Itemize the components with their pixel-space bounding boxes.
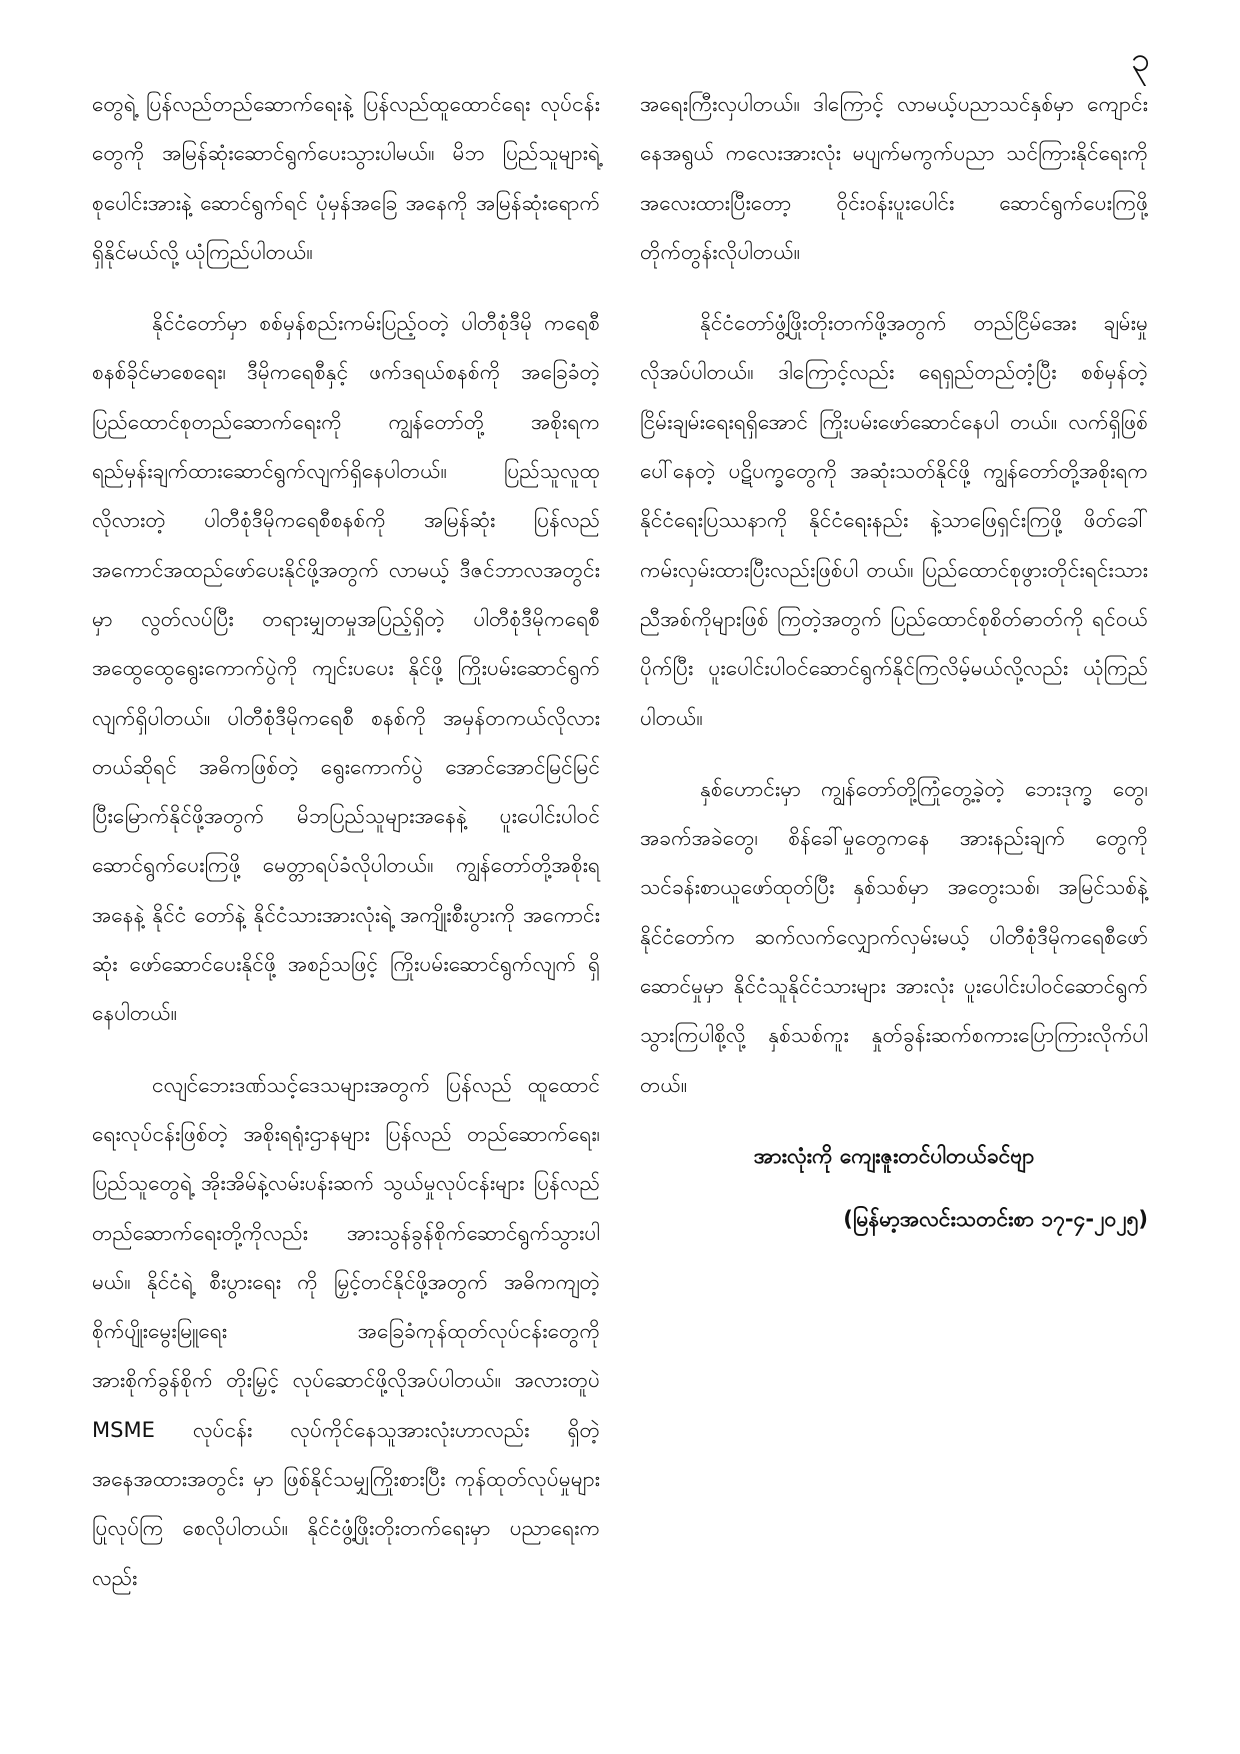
paragraph: ငလျင်ဘေးဒဏ်သင့်ဒေသများအတွက် ပြန်လည် ထူထောင်ရေးလုပ်ငန်းဖြစ်တဲ့ အစိုးရရုံးဌာနများ ပြန်လည် တည်ဆောက်ရေး၊ ပြည်သူတွေရဲ့ အိုးအိမ်နဲ့လမ်းပန်းဆက် သွယ်မှုလုပ်ငန်းများ ပြန်လည်တည်ဆောက်ရေးတို့ကိုလည်း အားသွန်ခွန်စိုက်ဆောင်ရွက်သွားပါမယ်။ နိုင်ငံရဲ့ စီးပွားရေး ကို မြှင့်တင်နိုင်ဖို့အတွက် အဓိကကျတဲ့ စိုက်ပျိုးမွေးမြူရေး အခြေခံကုန်ထုတ်လုပ်ငန်းတွေကို အားစိုက်ခွန်စိုက် တိုးမြှင့် လုပ်ဆောင်ဖို့လိုအပ်ပါတယ်။ အလားတူပဲ MSME လုပ်ငန်း လုပ်ကိုင်နေသူအားလုံးဟာလည်း ရှိတဲ့အနေအထားအတွင်း မှာ ဖြစ်နိုင်သမျှကြိုးစားပြီး ကုန်ထုတ်လုပ်မှုများ ပြုလုပ်ကြ စေလိုပါတယ်။ နိုင်ငံဖွံ့ဖြိုးတိုးတက်ရေးမှာ ပညာရေးကလည်း: [92, 1072, 600, 1590]
right-column: [640, 80, 1148, 1244]
paragraph: တွေရဲ့ ပြန်လည်တည်ဆောက်ရေးနဲ့ ပြန်လည်ထူထောင်ရေး လုပ်ငန်းတွေကို အမြန်ဆုံးဆောင်ရွက်ပေးသွားပါမယ်။ မိဘ ပြည်သူများရဲ့ စုပေါင်းအားနဲ့ ဆောင်ရွက်ရင် ပုံမှန်အခြေ အနေကို အမြန်ဆုံးရောက်ရှိနိုင်မယ်လို့ ယုံကြည်ပါတယ်။: [92, 92, 600, 264]
closing-signature: အားလုံးကို ကျေးဇူးတင်ပါတယ်ခင်ဗျာ: [753, 1143, 1035, 1168]
paragraph: အရေးကြီးလှပါတယ်။ ဒါကြောင့် လာမယ့်ပညာသင်နှစ်မှာ ကျောင်းနေအရွယ် ကလေးအားလုံး မပျက်မကွက်ပညာ သင်ကြားနိုင်ရေးကို အလေးထားပြီးတော့ ဝိုင်းဝန်းပူးပေါင်း ဆောင်ရွက်ပေးကြဖို့ တိုက်တွန်းလိုပါတယ်။: [640, 92, 1148, 264]
paragraph: နိုင်ငံတော်မှာ စစ်မှန်စည်းကမ်းပြည့်ဝတဲ့ ပါတီစုံဒီမို ကရေစီစနစ်ခိုင်မာစေရေး၊ ဒီမိုကရေစီနှင့် ဖက်ဒရယ်စနစ်ကို အခြေခံတဲ့ ပြည်ထောင်စုတည်ဆောက်ရေးကို ကျွန်တော်တို့ အစိုးရက ရည်မှန်းချက်ထားဆောင်ရွက်လျက်ရှိနေပါတယ်။ ပြည်သူလူထုလိုလားတဲ့ ပါတီစုံဒီမိုကရေစီစနစ်ကို အမြန်ဆုံး ပြန်လည်အကောင်အထည်ဖော်ပေးနိုင်ဖို့အတွက် လာမယ့် ဒီဇင်ဘာလအတွင်းမှာ လွတ်လပ်ပြီး တရားမျှတမှုအပြည့်ရှိတဲ့ ပါတီစုံဒီမိုကရေစီအထွေထွေရွေးကောက်ပွဲကို ကျင်းပပေး နိုင်ဖို့ ကြိုးပမ်းဆောင်ရွက်လျက်ရှိပါတယ်။ ပါတီစုံဒီမိုကရေစီ စနစ်ကို အမှန်တကယ်လိုလားတယ်ဆိုရင် အဓိကဖြစ်တဲ့ ရွေးကောက်ပွဲ အောင်အောင်မြင်မြင်ပြီးမြောက်နိုင်ဖို့အတွက် မိဘပြည်သူများအနေနဲ့ ပူးပေါင်းပါဝင်ဆောင်ရွက်ပေးကြဖို့ မေတ္တာရပ်ခံလိုပါတယ်။ ကျွန်တော်တို့အစိုးရအနေနဲ့ နိုင်ငံ တော်နဲ့ နိုင်ငံသားအားလုံးရဲ့ အကျိုးစီးပွားကို အကောင်းဆုံး ဖော်ဆောင်ပေးနိုင်ဖို့ အစဉ်သဖြင့် ကြိုးပမ်းဆောင်ရွက်လျက် ရှိနေပါတယ်။: [92, 311, 600, 1026]
paragraph: နိုင်ငံတော်ဖွံ့ဖြိုးတိုးတက်ဖို့အတွက် တည်ငြိမ်အေး ချမ်းမှုလိုအပ်ပါတယ်။ ဒါကြောင့်လည်း ရေရှည်တည်တံ့ပြီး စစ်မှန်တဲ့ ငြိမ်းချမ်းရေးရရှိအောင် ကြိုးပမ်းဖော်ဆောင်နေပါ တယ်။ လက်ရှိဖြစ်ပေါ်နေတဲ့ ပဋိပက္ခတွေကို အဆုံးသတ်နိုင်ဖို့ ကျွန်တော်တို့အစိုးရက နိုင်ငံရေးပြဿနာကို နိုင်ငံရေးနည်း နဲ့သာဖြေရှင်းကြဖို့ ဖိတ်ခေါ်ကမ်းလှမ်းထားပြီးလည်းဖြစ်ပါ တယ်။ ပြည်ထောင်စုဖွားတိုင်းရင်းသား ညီအစ်ကိုများဖြစ် ကြတဲ့အတွက် ပြည်ထောင်စုစိတ်ဓာတ်ကို ရင်ဝယ်ပိုက်ပြီး ပူးပေါင်းပါဝင်ဆောင်ရွက်နိုင်ကြလိမ့်မယ်လို့လည်း ယုံကြည် ပါတယ်။: [640, 311, 1148, 730]
paragraph: နှစ်ဟောင်းမှာ ကျွန်တော်တို့ကြုံတွေ့ခဲ့တဲ့ ဘေးဒုက္ခ တွေ၊ အခက်အခဲတွေ၊ စိန်ခေါ်မှုတွေကနေ အားနည်းချက် တွေကို သင်ခန်းစာယူဖော်ထုတ်ပြီး နှစ်သစ်မှာ အတွေးသစ်၊ အမြင်သစ်နဲ့ နိုင်ငံတော်က ဆက်လက်လျှောက်လှမ်းမယ့် ပါတီစုံဒီမိုကရေစီဖော်ဆောင်မှုမှာ နိုင်ငံသူနိုင်ငံသားများ အားလုံး ပူးပေါင်းပါဝင်ဆောင်ရွက်သွားကြပါစို့လို့ နှစ်သစ်ကူး နှုတ်ခွန်းဆက်စကားပြောကြားလိုက်ပါတယ်။: [640, 776, 1148, 1097]
source-citation: (မြန်မာ့အလင်းသတင်းစာ ၁၇-၄-၂၀၂၅): [843, 1206, 1148, 1231]
left-column: [92, 80, 600, 1625]
page-number: ၃: [1130, 40, 1150, 80]
